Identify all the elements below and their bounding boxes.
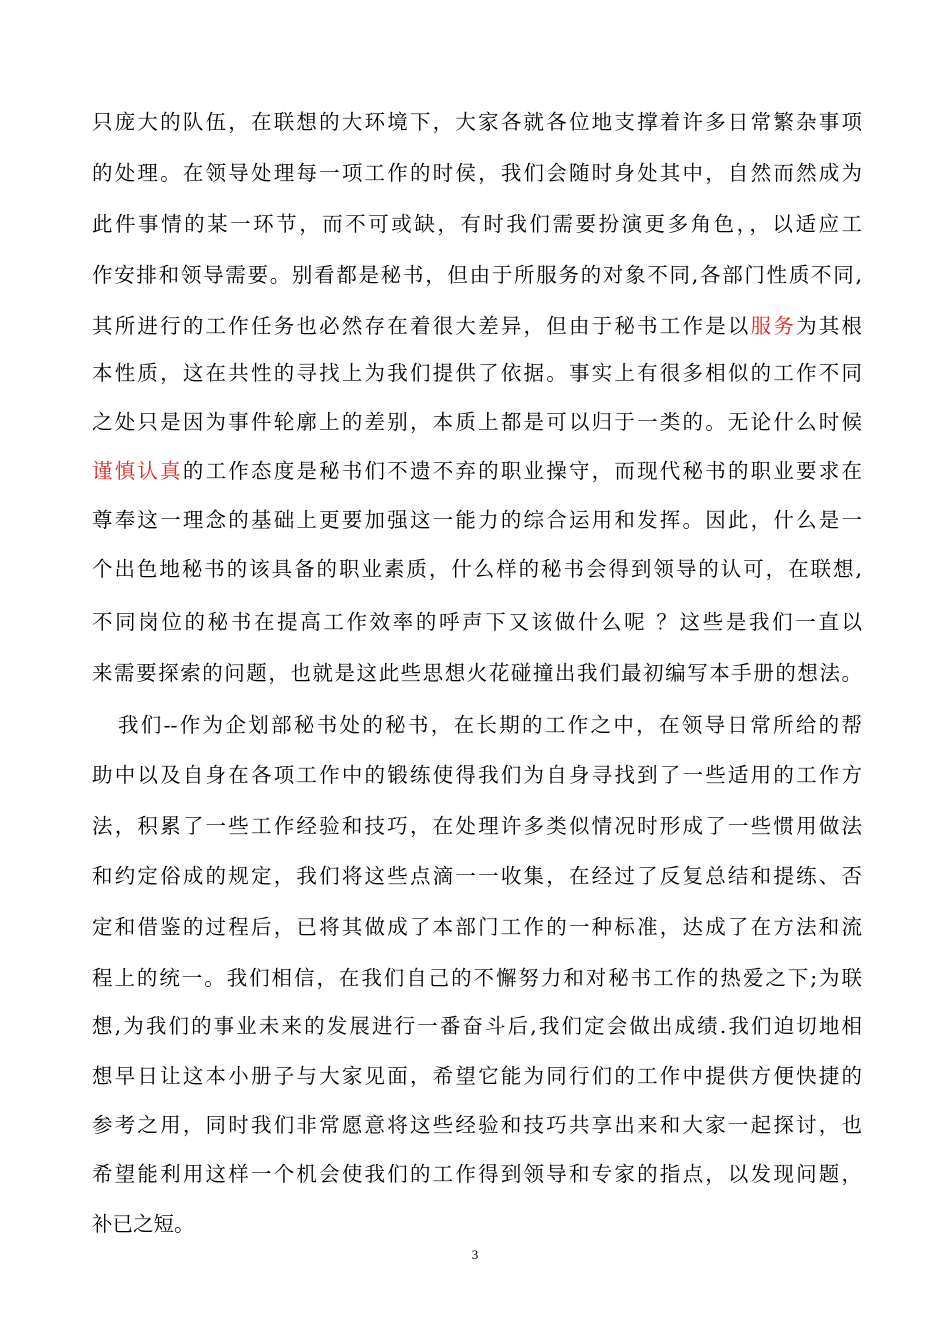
body-line <box>92 102 862 142</box>
text-run: 希望能利用这样一个机会使我们的工作得到领导和专家的指点，以发现问题， <box>92 1162 862 1186</box>
body-line <box>118 705 862 745</box>
body-line <box>92 255 862 295</box>
text-run: 的处理。在领导处理每一项工作的时侯，我们会随时身处其中，自然而然成为 <box>92 161 862 185</box>
text-run: 法，积累了一些工作经验和技巧，在处理许多类似情况时形成了一些惯用做法 <box>92 814 862 838</box>
text-run: 的工作态度是秘书们不遗不弃的职业操守，而现代秘书的职业要求在 <box>182 459 863 483</box>
body-line <box>92 153 862 193</box>
text-run: 本性质，这在共性的寻找上为我们提供了依据。事实上有很多相似的工作不同 <box>92 361 862 385</box>
text-run: 不同岗位的秘书在提高工作效率的呼声下又该做什么呢 ？这些是我们一直以 <box>92 610 862 634</box>
body-line <box>92 1105 862 1145</box>
highlighted-term: 谨慎认真 <box>92 459 183 483</box>
text-run: 想,为我们的事业未来的发展进行一番奋斗后,我们定会做出成绩.我们迫切地相 <box>92 1014 862 1038</box>
body-line <box>92 204 862 244</box>
highlighted-term: 服务 <box>750 314 797 338</box>
text-run: 参考之用，同时我们非常愿意将这些经验和技巧共享出来和大家一起探讨，也 <box>92 1113 862 1137</box>
text-run: 想早日让这本小册子与大家见面，希望它能为同行们的工作中提供方便快捷的 <box>92 1064 862 1088</box>
body-line <box>92 500 862 540</box>
text-run: 助中以及自身在各项工作中的锻练使得我们为自身寻找到了一些适用的工作方 <box>92 763 862 787</box>
text-run: 个出色地秘书的该具备的职业素质，什么样的秘书会得到领导的认可，在联想, <box>92 557 862 581</box>
text-run: 此件事情的某一环节，而不可或缺，有时我们需要扮演更多角色，，以适应工 <box>92 212 862 236</box>
text-run: 和约定俗成的规定，我们将这些点滴一一收集，在经过了反复总结和提练、否 <box>92 864 862 888</box>
body-line <box>92 549 862 589</box>
text-run: 定和借鉴的过程后，已将其做成了本部门工作的一种标准，达成了在方法和流 <box>92 915 862 939</box>
text-run: 来需要探索的问题，也就是这此些思想火花碰撞出我们最初编写本手册的想法。 <box>92 661 862 685</box>
body-line <box>92 1204 862 1244</box>
body-line <box>92 806 862 846</box>
body-line <box>92 653 862 693</box>
text-run: 我们--作为企划部秘书处的秘书，在长期的工作之中，在领导日常所给的帮 <box>118 713 862 737</box>
text-run: 只庞大的队伍，在联想的大环境下，大家各就各位地支撑着许多日常繁杂事项 <box>92 110 862 134</box>
body-line <box>92 907 862 947</box>
page-number: 3 <box>471 1247 479 1262</box>
body-line <box>92 402 862 442</box>
text-run: 尊奉这一理念的基础上更要加强这一能力的综合运用和发挥。因此，什么是一 <box>92 508 862 532</box>
text-run: 之处只是因为事件轮廓上的差别，本质上都是可以归于一类的。无论什么时候 <box>92 410 862 434</box>
body-line <box>92 602 862 642</box>
text-run: 程上的统一。我们相信，在我们自己的不懈努力和对秘书工作的热爱之下;为联 <box>92 966 862 990</box>
body-line <box>92 1056 862 1096</box>
body-line <box>92 856 862 896</box>
text-run: 其所进行的工作任务也必然存在着很大差异，但由于秘书工作是以 <box>92 314 751 338</box>
text-run: 补已之短。 <box>92 1212 195 1236</box>
body-line <box>92 306 862 346</box>
body-line <box>92 1154 862 1194</box>
body-line <box>92 451 862 491</box>
body-line <box>92 755 862 795</box>
body-line <box>92 958 862 998</box>
body-line <box>92 1006 862 1046</box>
text-run: 作安排和领导需要。别看都是秘书，但由于所服务的对象不同,各部门性质不同, <box>92 263 862 287</box>
body-line <box>92 353 862 393</box>
text-run: 为其根 <box>796 314 863 338</box>
